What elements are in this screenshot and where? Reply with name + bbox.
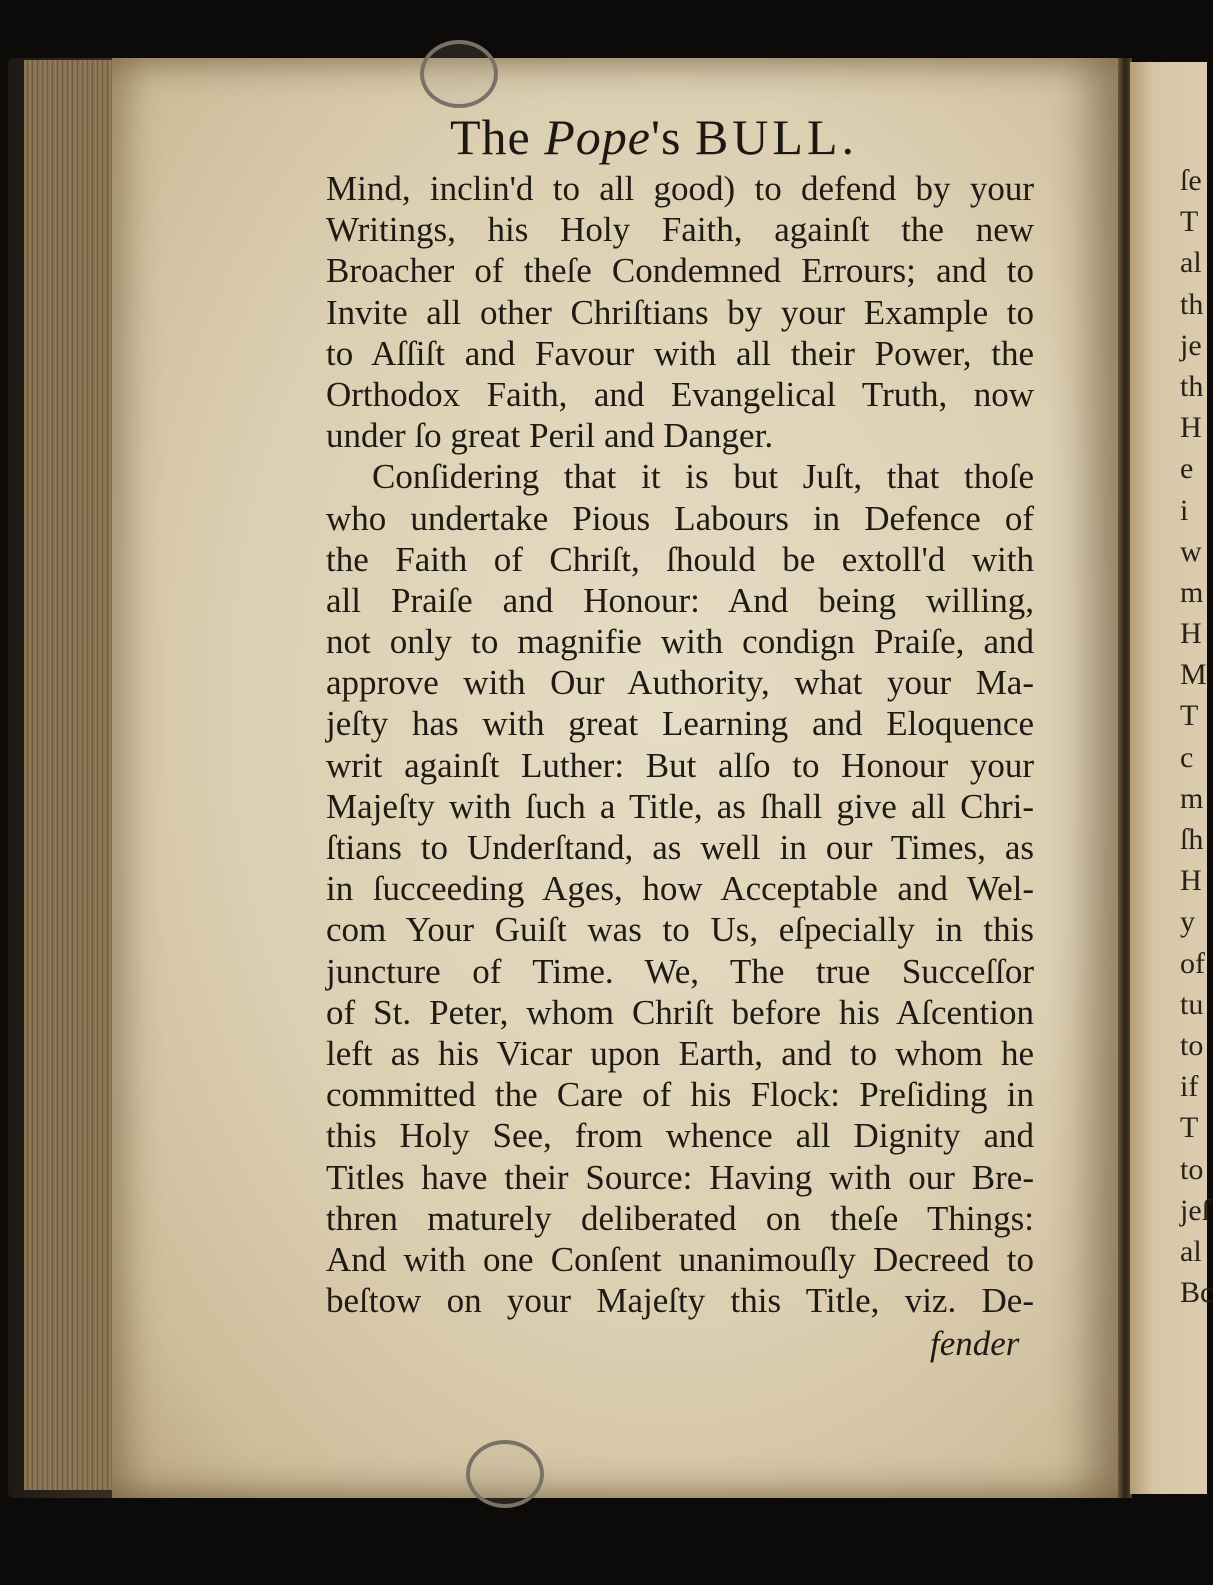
fragment: w — [1180, 534, 1202, 568]
body-text — [326, 168, 1034, 1321]
text-line: jeſty has with great Learning and Eloquence — [326, 704, 1034, 744]
fragment: je — [1180, 328, 1202, 362]
text-line: com Your Guiſt was to Us, eſpecially in this — [326, 910, 1034, 950]
fragment: tu — [1180, 987, 1204, 1021]
text-line: in ſucceeding Ages, how Acceptable and Wel- — [326, 869, 1034, 909]
running-head-the: The — [450, 109, 545, 165]
fragment: c — [1180, 740, 1194, 774]
text-line: Writings, his Holy Faith, againſt the new — [326, 210, 1034, 250]
text-line: who undertake Pious Labours in Defence of — [326, 498, 1034, 538]
fragment: if — [1180, 1070, 1199, 1104]
fragment: th — [1180, 369, 1204, 403]
text-line: of St. Peter, whom Chriſt before his Aſcention — [326, 992, 1034, 1032]
text-line: the Faith of Chriſt, ſhould be extoll'd with — [326, 539, 1034, 579]
fragment: H — [1180, 864, 1202, 898]
fragment: ſh — [1180, 823, 1204, 856]
running-head-bull: BULL. — [694, 109, 858, 165]
text-line: Broacher of theſe Condemned Errours; and to — [326, 251, 1034, 291]
running-head-possessive: 's — [650, 109, 695, 165]
text-line: juncture of Time. We, The true Succeſſor — [326, 951, 1034, 991]
text-line: approve with Our Authority, what your Ma- — [326, 663, 1034, 703]
catchword: fender — [930, 1324, 1020, 1363]
fragment: m — [1180, 781, 1204, 815]
fragment: to — [1180, 1152, 1204, 1186]
fragment: T — [1180, 699, 1199, 733]
running-head-pope: Pope — [544, 109, 651, 165]
fragment: e — [1180, 452, 1194, 486]
text-line: writ againſt Luther: But alſo to Honour your — [326, 745, 1034, 785]
fragment: al — [1180, 246, 1202, 280]
text-line: And with one Conſent unanimouſly Decreed to — [326, 1239, 1034, 1279]
text-line: this Holy See, from whence all Dignity and — [326, 1116, 1034, 1156]
text-line: Conſidering that it is but Juſt, that thoſe — [372, 457, 1034, 497]
page-clip-top — [420, 40, 498, 108]
text-line: under ſo great Peril and Danger. — [326, 416, 774, 456]
fragment: m — [1180, 575, 1204, 609]
text-line: left as his Vicar upon Earth, and to whom he — [326, 1033, 1034, 1073]
text-line: Mind, inclin'd to all good) to defend by your — [326, 169, 1034, 208]
text-line: all Praiſe and Honour: And being willing, — [326, 580, 1034, 620]
fragment: M — [1180, 658, 1207, 692]
text-line: Titles have their Source: Having with our Bre- — [326, 1157, 1034, 1197]
fragment: ſe — [1180, 164, 1202, 197]
running-head — [450, 108, 930, 166]
page-clip-bottom — [466, 1440, 544, 1508]
text-line: to Aſſiſt and Favour with all their Power, the — [326, 333, 1034, 373]
fragment: to — [1180, 1028, 1204, 1062]
fragment: of — [1180, 946, 1205, 980]
fragment: H — [1180, 617, 1202, 651]
text-line: beſtow on your Majeſty this Title, viz. De- — [326, 1281, 1034, 1321]
fragment: i — [1180, 493, 1189, 527]
fragment: H — [1180, 411, 1202, 445]
fragment: th — [1180, 287, 1204, 321]
text-line: Invite all other Chriſtians by your Example to — [326, 292, 1034, 332]
text-line: Majeſty with ſuch a Title, as ſhall give all Chri- — [326, 786, 1034, 826]
fragment: y — [1180, 905, 1195, 939]
fragment: Bc — [1180, 1276, 1213, 1310]
fragment: al — [1180, 1234, 1202, 1268]
text-line: committed the Care of his Flock: Preſiding in — [326, 1075, 1034, 1115]
text-line: not only to magnifie with condign Praiſe, and — [326, 622, 1034, 662]
text-line: thren maturely deliberated on theſe Things: — [326, 1198, 1034, 1238]
text-line: ſtians to Underſtand, as well in our Times, as — [326, 828, 1034, 867]
page-edges — [24, 60, 122, 1490]
right-page-fragments — [1180, 160, 1213, 1313]
fragment: T — [1180, 1111, 1199, 1145]
fragment: T — [1180, 205, 1199, 239]
fragment: jeſ — [1180, 1193, 1210, 1227]
text-line: Orthodox Faith, and Evangelical Truth, now — [326, 374, 1034, 414]
